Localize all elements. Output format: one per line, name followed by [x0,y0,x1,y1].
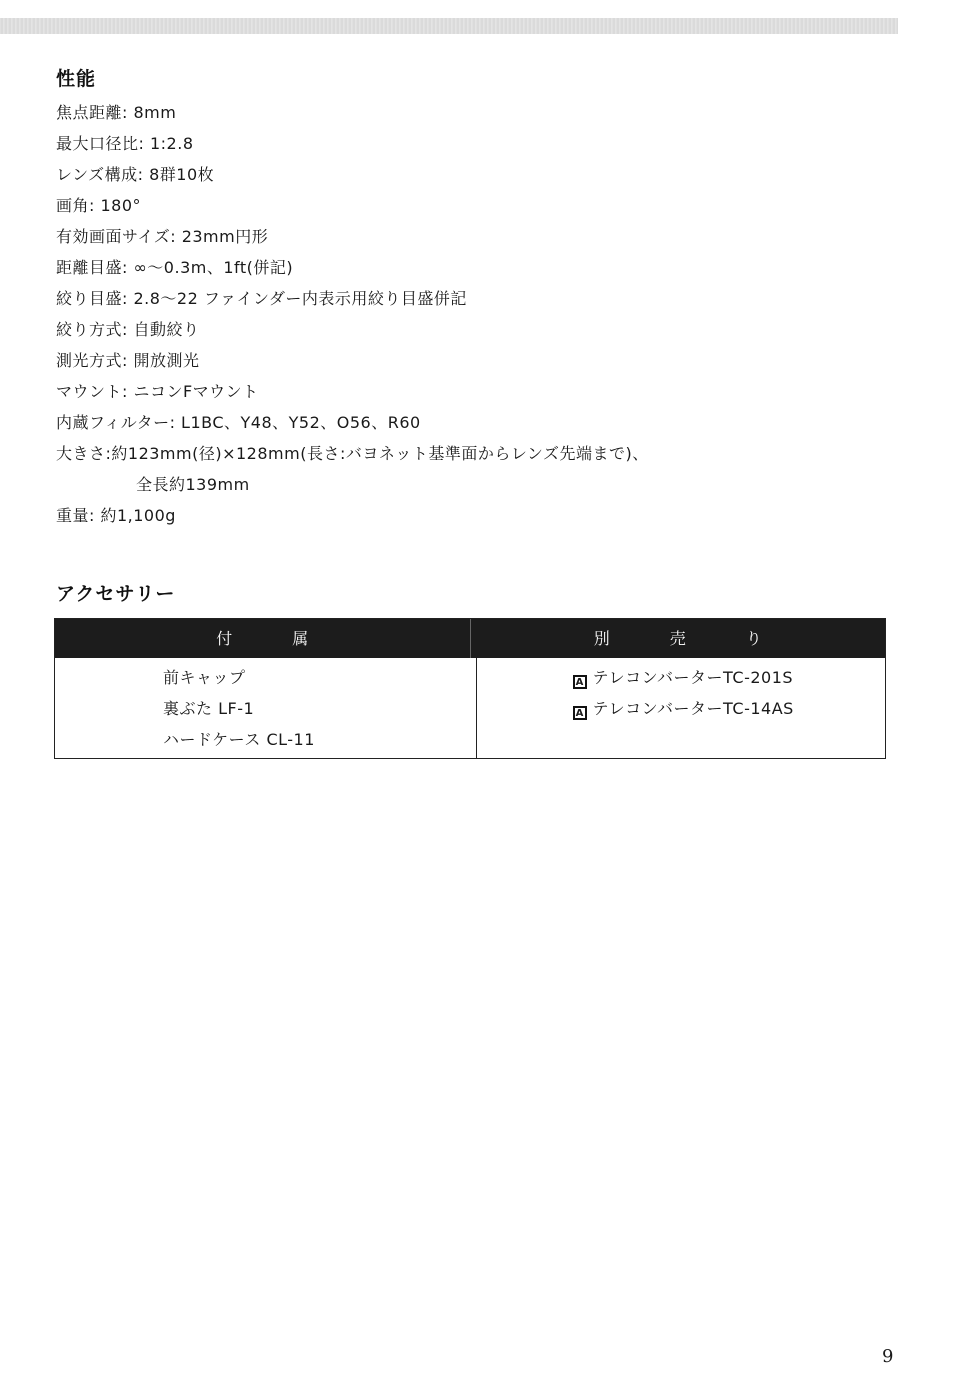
sold-separately-item [573,662,886,693]
included-item: ハードケース CL-11 [163,730,315,749]
spec-total-length: 全長約139mm [136,475,250,494]
included-item: 前キャップ [163,668,246,687]
sold-separately-column [477,658,886,758]
spec-metering: 測光方式: 開放測光 [56,351,200,370]
spec-focal-length: 焦点距離: 8mm [56,103,177,122]
sold-separately-item-label: テレコンバーターTC-201S [592,668,794,687]
spec-mount: マウント: ニコンFマウント [56,382,259,401]
accessories-table-header [55,619,885,658]
accessories-heading: アクセサリー [56,583,176,605]
spec-distance-scale: 距離目盛: ∞〜0.3m、1ft(併記) [56,258,294,277]
sold-separately-header: 別売り [593,629,822,648]
included-item: 裏ぶた LF-1 [163,699,255,718]
spec-filters: 内蔵フィルター: L1BC、Y48、Y52、O56、R60 [56,413,421,432]
sold-separately-item-label: テレコンバーターTC-14AS [592,699,794,718]
page-number: 9 [882,1346,894,1367]
accessories-table-body [55,658,885,758]
spec-aperture-scale: 絞り目盛: 2.8〜22 ファインダー内表示用絞り目盛併記 [56,289,467,308]
spec-diaphragm: 絞り方式: 自動絞り [56,320,200,339]
accessories-table [54,618,886,759]
ai-mark-icon: A [573,706,587,720]
top-scan-strip [0,18,898,34]
ai-mark-icon: A [573,675,587,689]
spec-weight: 重量: 約1,100g [56,506,176,525]
spec-dimensions: 大きさ:約123mm(径)×128mm(長さ:バヨネット基準面からレンズ先端まで)、 [56,444,649,463]
included-column [55,658,477,758]
spec-angle-of-view: 画角: 180° [56,196,142,215]
sold-separately-item [573,693,886,724]
included-header: 付属 [55,619,471,658]
spec-max-aperture: 最大口径比: 1:2.8 [56,134,194,153]
spec-lens-construction: レンズ構成: 8群10枚 [56,165,215,184]
spec-list [56,97,856,531]
performance-heading: 性能 [56,68,97,90]
spec-image-size: 有効画面サイズ: 23mm円形 [56,227,269,246]
